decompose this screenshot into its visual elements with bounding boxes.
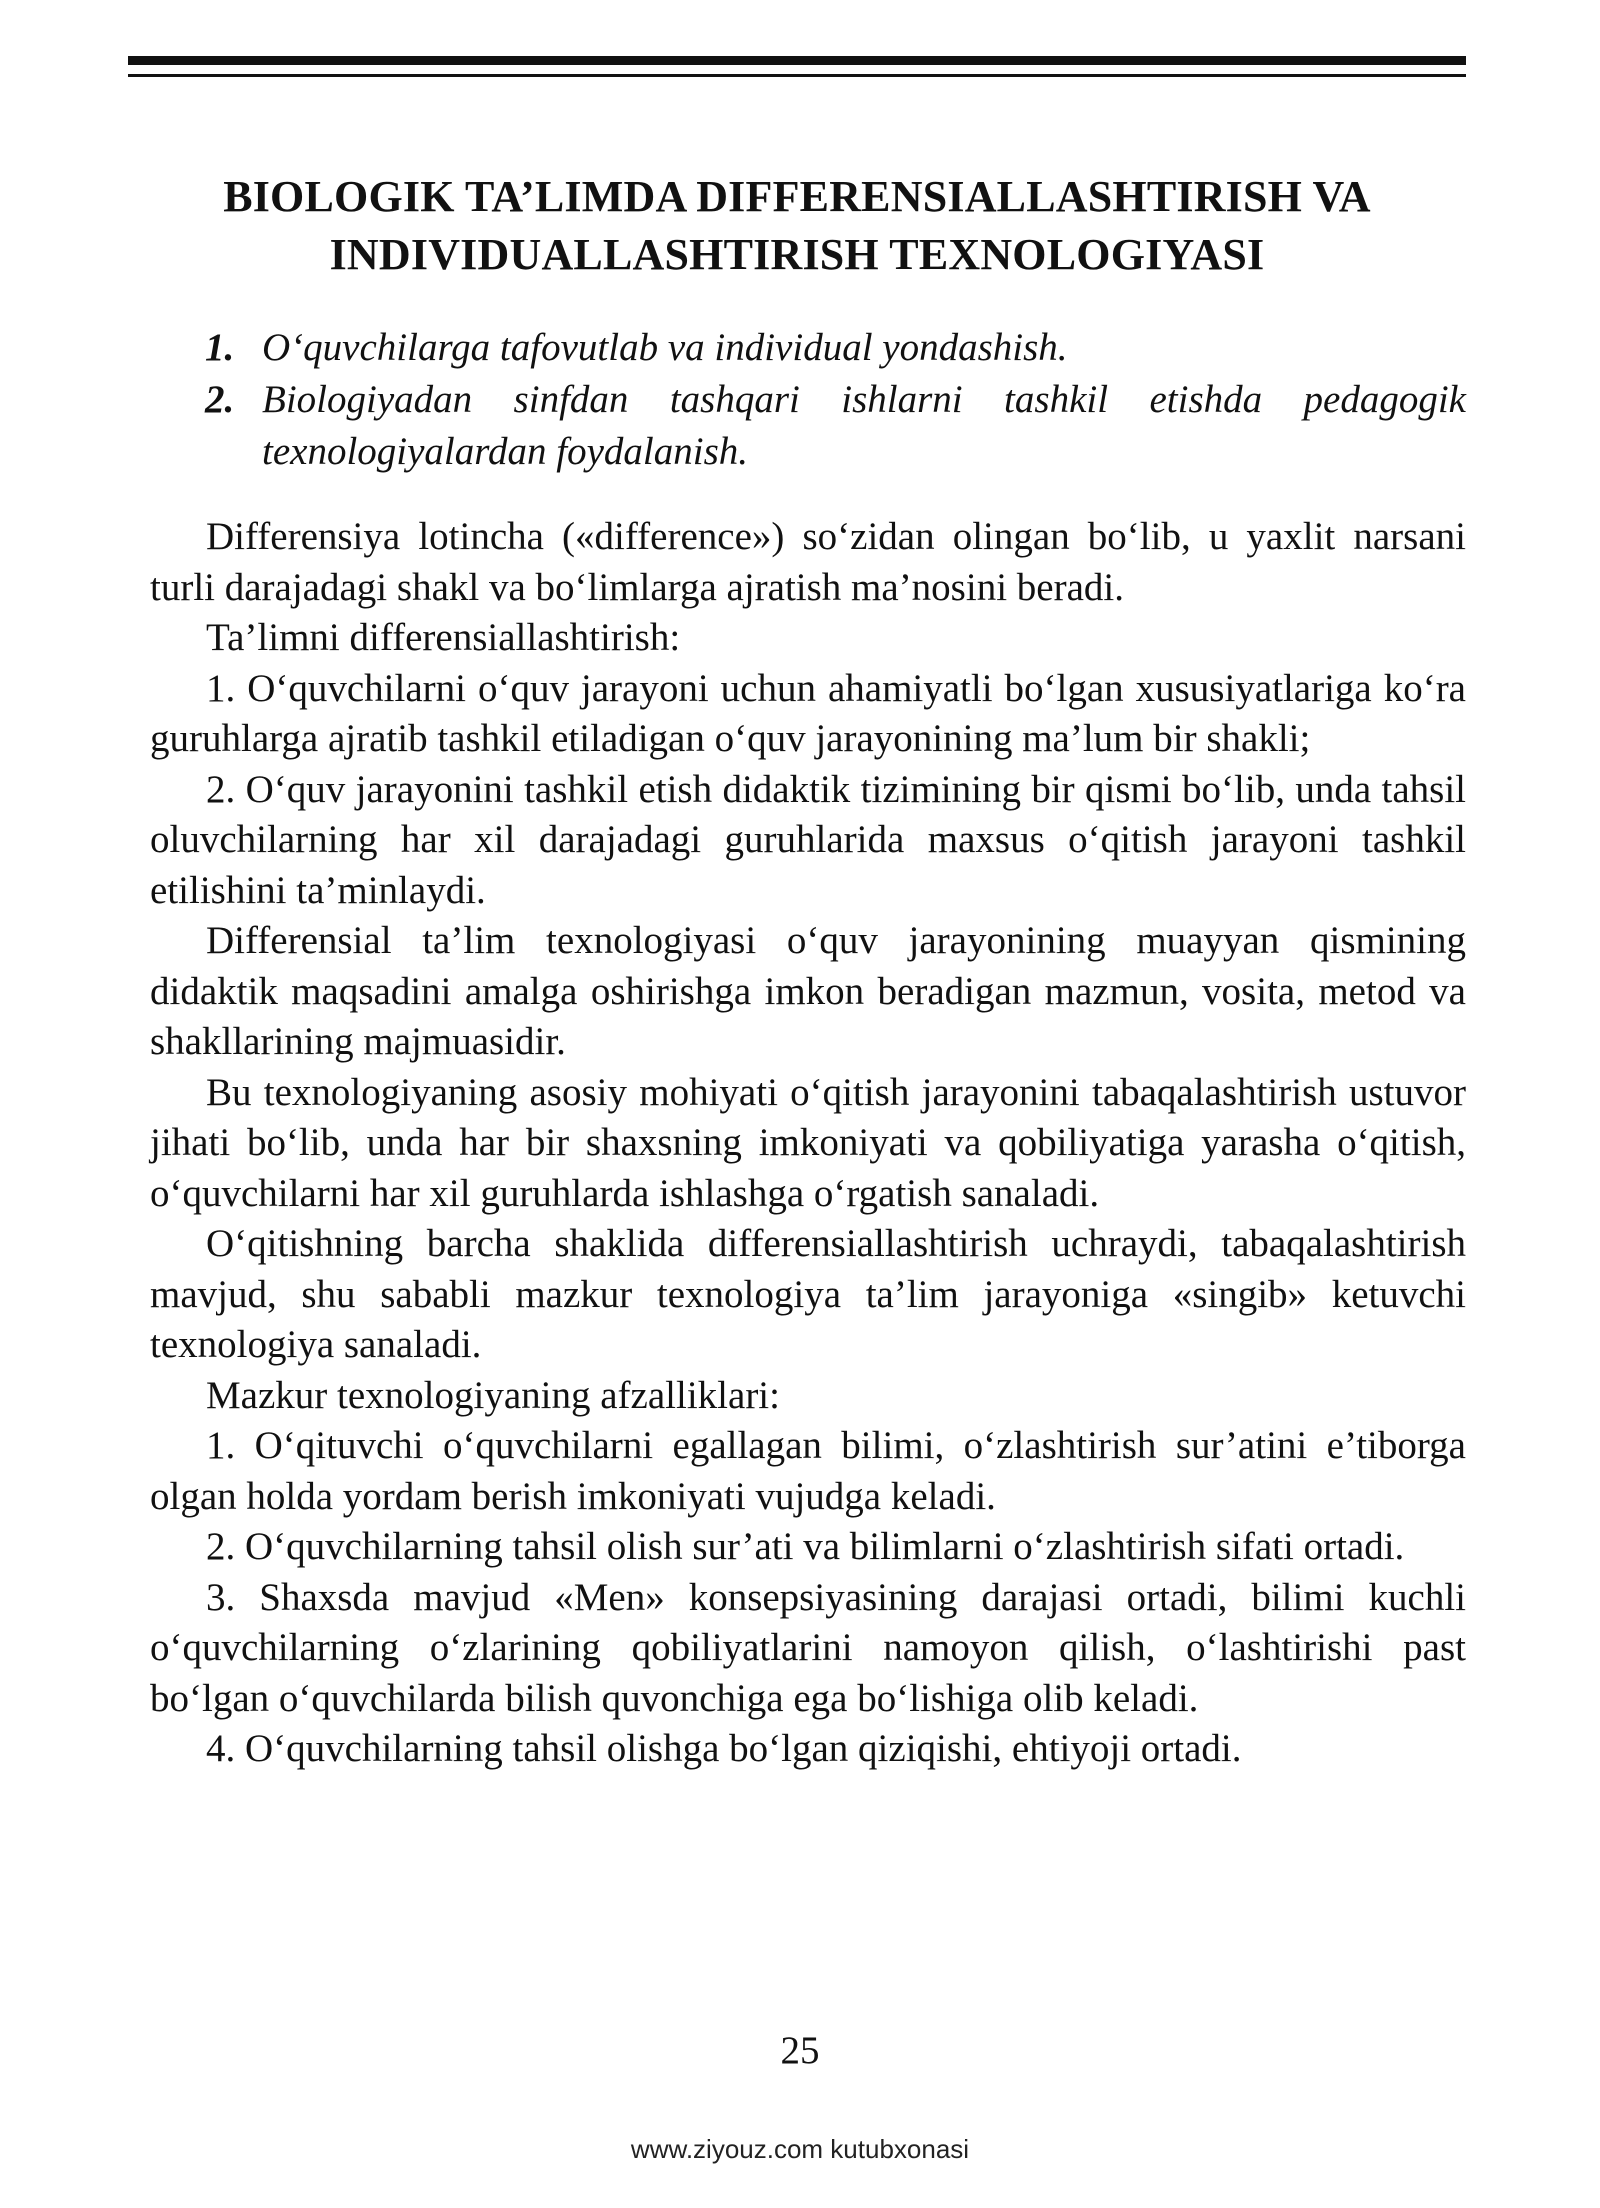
paragraph: 3. Shaxsda mavjud «Men» konsepsiyasining darajasi ortadi, bilimi kuchli o‘quvchilarning o‘zlarining qobiliyatlarini namoyon qilish, o‘lashtirishi past bo‘lgan o‘quvchilarda bilish quvonchiga ega bo‘lishiga olib keladi. xyxy=(150,1575,1466,1720)
page-number: 25 xyxy=(780,2029,820,2072)
body-text xyxy=(150,512,1466,1775)
paragraph: Differensiya lotincha («difference») so‘zidan olingan bo‘lib, u yaxlit narsani turli darajadagi shakl va bo‘limlarga ajratish ma’nosini beradi. xyxy=(150,515,1466,609)
chapter-title-line-2: INDIVIDUALLASHTIRISH TEXNOLOGIYASI xyxy=(329,230,1265,279)
footer-source: www.ziyouz.com kutubxonasi xyxy=(630,2134,970,2164)
top-rule-thick xyxy=(128,56,1466,65)
outline-list xyxy=(205,322,1466,478)
paragraph: Bu texnologiyaning asosiy mohiyati o‘qitish jarayonini tabaqalashtirish ustuvor jihati bo‘lib, unda har bir shaxsning imkoniyati va qobiliyatiga yarasha o‘qitish, o‘quvchilarni har xil guruhlarda ishlashga o‘rgatish sanaladi. xyxy=(150,1070,1466,1215)
paragraph: 2. O‘quvchilarning tahsil olish sur’ati va bilimlarni o‘zlashtirish sifati ortadi. xyxy=(206,1525,1405,1568)
outline-item-text: Biologiyadan sinfdan tashqari ishlarni tashkil etishda pedagogik texnologiyalardan foydalanish. xyxy=(262,378,1466,473)
paragraph: O‘qitishning barcha shaklida differensiallashtirish uchraydi, tabaqalashtirish mavjud, shu sababli mazkur texnologiya ta’lim jarayoniga «singib» ketuvchi texnologiya sanaladi. xyxy=(150,1222,1466,1366)
paragraph: 4. O‘quvchilarning tahsil olishga bo‘lgan qiziqishi, ehtiyoji ortadi. xyxy=(206,1727,1242,1770)
paragraph: 1. O‘qituvchi o‘quvchilarni egallagan bilimi, o‘zlashtirish sur’atini e’tiborga olgan holda yordam berish imkoniyati vujudga keladi. xyxy=(150,1424,1466,1518)
outline-item-text: O‘quvchilarga tafovutlab va individual yondashish. xyxy=(262,326,1068,369)
outline-item xyxy=(205,374,1466,478)
outline-item-number: 2. xyxy=(205,378,235,421)
paragraph: Mazkur texnologiyaning afzalliklari: xyxy=(206,1373,780,1417)
paragraph: 2. O‘quv jarayonini tashkil etish didaktik tizimining bir qismi bo‘lib, unda tahsil oluvchilarning har xil darajadagi guruhlarida maxsus o‘qitish jarayoni tashkil etilishini ta’minlaydi. xyxy=(150,767,1466,912)
paragraph: 1. O‘quvchilarni o‘quv jarayoni uchun ahamiyatli bo‘lgan xususiyatlariga ko‘ra guruhlarga ajratib tashkil etiladigan o‘quv jarayonining ma’lum bir shakli; xyxy=(150,666,1466,760)
chapter-title-line-1: BIOLOGIK TA’LIMDA DIFFERENSIALLASHTIRISH VA xyxy=(223,172,1371,221)
outline-item-number: 1. xyxy=(205,326,235,369)
chapter-title xyxy=(128,168,1466,284)
top-rule-thin xyxy=(128,74,1466,77)
paragraph: Ta’limni differensiallashtirish: xyxy=(206,616,681,659)
outline-item xyxy=(205,322,1466,374)
paragraph: Differensial ta’lim texnologiyasi o‘quv jarayonining muayyan qismining didaktik maqsadini amalga oshirishga imkon beradigan mazmun, vosita, metod va shakllarining majmuasidir. xyxy=(150,919,1466,1063)
